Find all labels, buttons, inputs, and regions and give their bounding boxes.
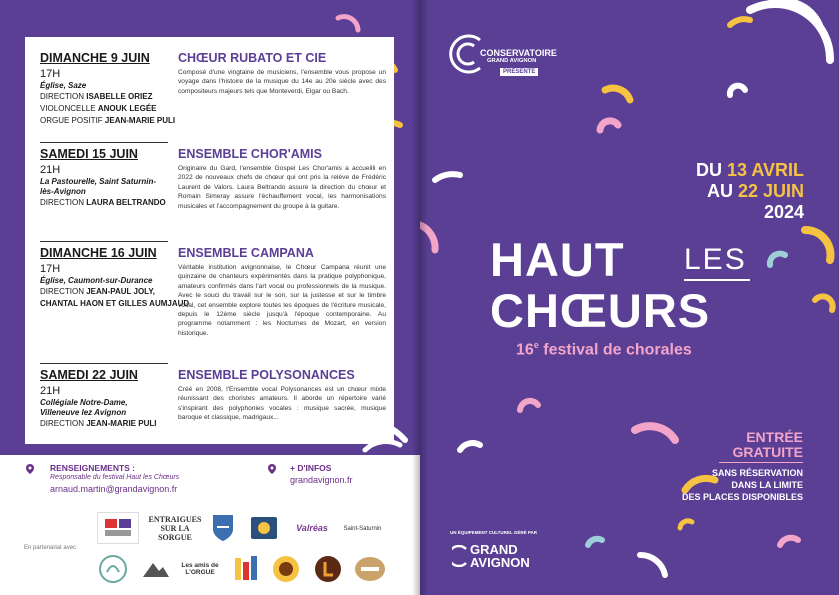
title-choeurs: CHŒURS: [490, 284, 711, 337]
managed-by-label: UN ÉQUIPEMENT CULTUREL GÉRÉ PAR: [450, 530, 538, 535]
partner-logo-saint-saturnin: Saint-Saturnin: [343, 526, 382, 532]
event-credit: DIRECTION ISABELLE ORIEZ: [40, 92, 153, 101]
partner-logo-valreas: Valréas: [296, 523, 328, 533]
event-description: Véritable institution avignonnaise, le Chœur Campana réunit une quinzaine de chanteurs expérimentés dans la pratique polyphonique, amateurs confirmés dans l'art vocal ou professionnels de la musique. Avec le souci du travail sur le son, sur la justesse et sur le timbre vocal, cet ensemble explore toutes les époques de l'écriture musicale, depuis le 12ème siècle jusqu'à l'époque contemporaine. Au programme notamment : les Nocturnes de Mozart, en version historique.: [178, 264, 386, 337]
divider: [40, 363, 168, 364]
event-time: 17H: [40, 263, 61, 275]
event-title: ENSEMBLE CAMPANA: [178, 246, 314, 260]
divider: [719, 462, 803, 463]
partner-logo-shield: [210, 512, 236, 544]
partner-logo-badge: [352, 553, 388, 585]
event-credit: VIOLONCELLE ANOUK LEGÉE: [40, 104, 157, 113]
event-credit: DIRECTION JEAN-MARIE PULI: [40, 419, 157, 428]
no-reservation-note: SANS RÉSERVATION DANS LA LIMITE DES PLACES DISPONIBLES: [681, 468, 803, 502]
festival-dates: DU 13 AVRIL AU 22 JUIN 2024: [695, 160, 804, 222]
event-credit: CHANTAL HAON ET GILLES AUMJAUD: [40, 299, 190, 308]
divider: [40, 142, 168, 143]
event-credit: DIRECTION LAURA BELTRANDO: [40, 198, 166, 207]
more-info-label: + D'INFOS: [290, 463, 332, 473]
info-label: RENSEIGNEMENTS :: [50, 463, 136, 473]
event-date: SAMEDI 22 JUIN: [40, 368, 138, 382]
location-pin-icon: [24, 463, 36, 475]
presente-badge: PRÉSENTE: [500, 68, 538, 76]
divider: [40, 241, 168, 242]
conservatoire-name: CONSERVATOIRE: [480, 48, 557, 58]
website-link[interactable]: grandavignon.fr: [290, 475, 353, 485]
event-place: Église, Saze: [40, 81, 87, 90]
event-place: Église, Caumont-sur-Durance: [40, 276, 153, 285]
event-title: ENSEMBLE CHOR'AMIS: [178, 147, 322, 161]
contact-email-link[interactable]: arnaud.martin@grandavignon.fr: [50, 484, 178, 494]
conservatoire-sub: GRAND AVIGNON: [487, 58, 537, 64]
partner-logo-circle: [97, 553, 129, 585]
event-date: DIMANCHE 9 JUIN: [40, 51, 150, 65]
grand-avignon-logo: GRAND AVIGNON: [470, 542, 530, 570]
partners-label: En partenariat avec: [24, 545, 77, 551]
title-haut: HAUT: [490, 233, 625, 286]
partner-logo-mountain: [140, 556, 172, 582]
title-les: LES: [684, 243, 747, 276]
event-time: 21H: [40, 164, 61, 176]
event-3: [40, 246, 390, 337]
program-card: [25, 37, 394, 444]
free-entry: ENTRÉE GRATUITE: [732, 429, 803, 460]
partner-logo-amis-orgue: Les amis de L'ORGUE: [181, 562, 219, 576]
event-time: 21H: [40, 385, 61, 397]
event-place: La Pastourelle, Saint Saturnin-lès-Avignon: [40, 177, 157, 196]
event-date: SAMEDI 15 JUIN: [40, 147, 138, 161]
page-fold: [412, 0, 428, 595]
partner-logo-crest: [248, 514, 280, 542]
event-place: Collégiale Notre-Dame, Villeneuve lez Avignon: [40, 398, 128, 417]
event-credit: ORGUE POSITIF JEAN-MARIE PULI: [40, 116, 176, 125]
event-title: CHŒUR RUBATO ET CIE: [178, 51, 327, 65]
event-2: [40, 147, 390, 209]
partner-logo-color: [230, 553, 260, 585]
event-description: Créé en 2008, l'Ensemble vocal Polysonances est un chœur mixte réunissant des choristes amateurs. Il aborde un répertoire varié s'inspirant des polyphonies vocales : musique sacrée, musique baroque et classique, madrigaux...: [178, 386, 386, 422]
grand-avignon-logo-icon: [452, 545, 468, 567]
title-underline: [684, 279, 750, 281]
event-description: Originaire du Gard, l'ensemble Gospel Les Chor'amis a accueilli en 2022 de nouveaux chefs de chœur qui ont pris la relève de Frédéric Laurent de Valors. Laura Beltrando assure la direction du chœur et Romain Simeray assure l'échauffement vocal, les harmonisations musicales et l'accompagnement du groupe à la guitare.: [178, 165, 386, 210]
info-subtitle: Responsable du festival Haut les Chœurs: [50, 474, 180, 481]
event-credit: DIRECTION JEAN-PAUL JOLY,: [40, 287, 155, 296]
event-date: DIMANCHE 16 JUIN: [40, 246, 157, 260]
partner-logo-town: [97, 512, 139, 544]
partner-logo-entraigues: ENTRAIGUES SUR LA SORGUE: [148, 514, 202, 542]
event-1: [40, 51, 390, 127]
festival-subtitle: 16e festival de chorales: [516, 340, 692, 359]
event-time: 17H: [40, 68, 61, 80]
location-pin-icon: [266, 463, 278, 475]
event-description: Composé d'une vingtaine de musiciens, l'ensemble vous propose un voyage dans l'histoire de la musique du 14e au 20e siècle avec des compositeurs majeurs tels que Monteverdi, Elgar ou Bach.: [178, 69, 386, 95]
event-4: [40, 368, 390, 430]
partner-logo-round: [270, 553, 302, 585]
event-title: ENSEMBLE POLYSONANCES: [178, 368, 355, 382]
partner-logo-l: [312, 553, 344, 585]
